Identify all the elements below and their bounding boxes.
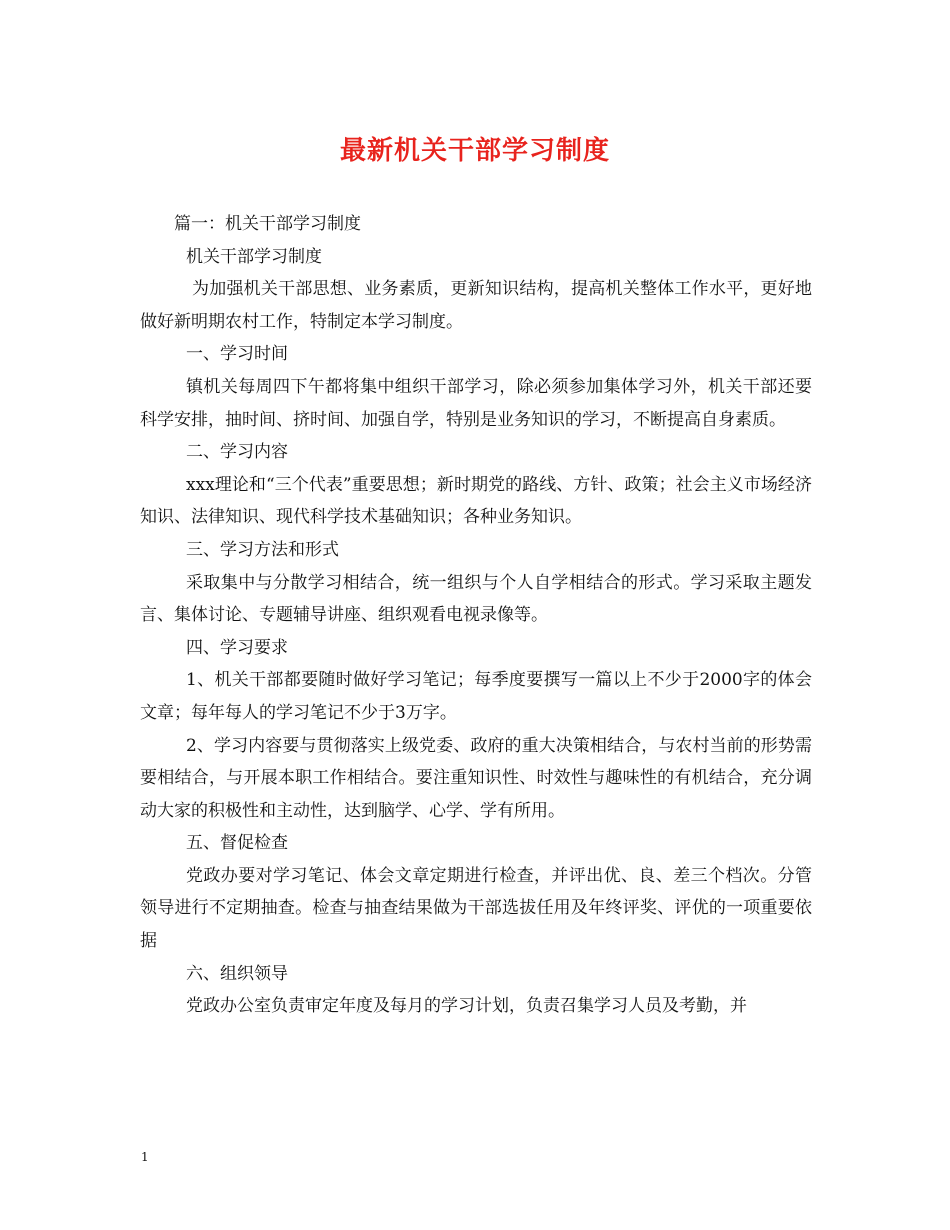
paragraph-study-time: 镇机关每周四下午都将集中组织干部学习，除必须参加集体学习外，机关干部还要科学安排，抽时间、挤时间、加强自学，特别是业务知识的学习，不断提高自身素质。 (140, 376, 812, 430)
paragraph-supervision: 党政办要对学习笔记、体会文章定期进行检查，并评出优、良、差三个档次。分管领导进行不定期抽查。检查与抽查结果做为干部选拔任用及年终评奖、评优的一项重要依据 (140, 865, 812, 952)
paragraph-study-content: xxx理论和“三个代表”重要思想；新时期党的路线、方针、政策；社会主义市场经济知识、法律知识、现代科学技术基础知识；各种业务知识。 (140, 474, 812, 528)
section-heading-organization: 六、组织领导 (186, 963, 288, 984)
paragraph-intro: 为加强机关干部思想、业务素质，更新知识结构，提高机关整体工作水平，更好地做好新明期农村工作，特制定本学习制度。 (140, 279, 812, 332)
paragraph-requirement-1: 1、机关干部都要随时做好学习笔记；每季度要撰写一篇以上不少于2000字的体会文章；每年每人的学习笔记不少于3万字。 (140, 670, 812, 723)
paragraph-study-method: 采取集中与分散学习相结合，统一组织与个人自学相结合的形式。学习采取主题发言、集体讨论、专题辅导讲座、组织观看电视录像等。 (140, 572, 812, 626)
section-heading-study-time: 一、学习时间 (186, 344, 288, 365)
paragraph-subtitle: 机关干部学习制度 (186, 246, 322, 267)
paragraph-organization: 党政办公室负责审定年度及每月的学习计划，负责召集学习人员及考勤，并 (186, 996, 747, 1017)
document-body (140, 208, 812, 1023)
document-title: 最新机关干部学习制度 (339, 136, 610, 166)
section-heading-study-content: 二、学习内容 (186, 442, 288, 463)
page-number: 1 (141, 1150, 149, 1164)
section-heading-study-requirements: 四、学习要求 (186, 637, 288, 658)
paragraph-heading-part1: 篇一：机关干部学习制度 (174, 214, 361, 234)
paragraph-requirement-2: 2、学习内容要与贯彻落实上级党委、政府的重大决策相结合，与农村当前的形势需要相结合，与开展本职工作相结合。要注重知识性、时效性与趣味性的有机结合，充分调动大家的积极性和主动性，达到脑学、心学、学有所用。 (140, 735, 812, 821)
section-heading-study-method: 三、学习方法和形式 (186, 539, 339, 560)
section-heading-supervision: 五、督促检查 (186, 833, 288, 854)
